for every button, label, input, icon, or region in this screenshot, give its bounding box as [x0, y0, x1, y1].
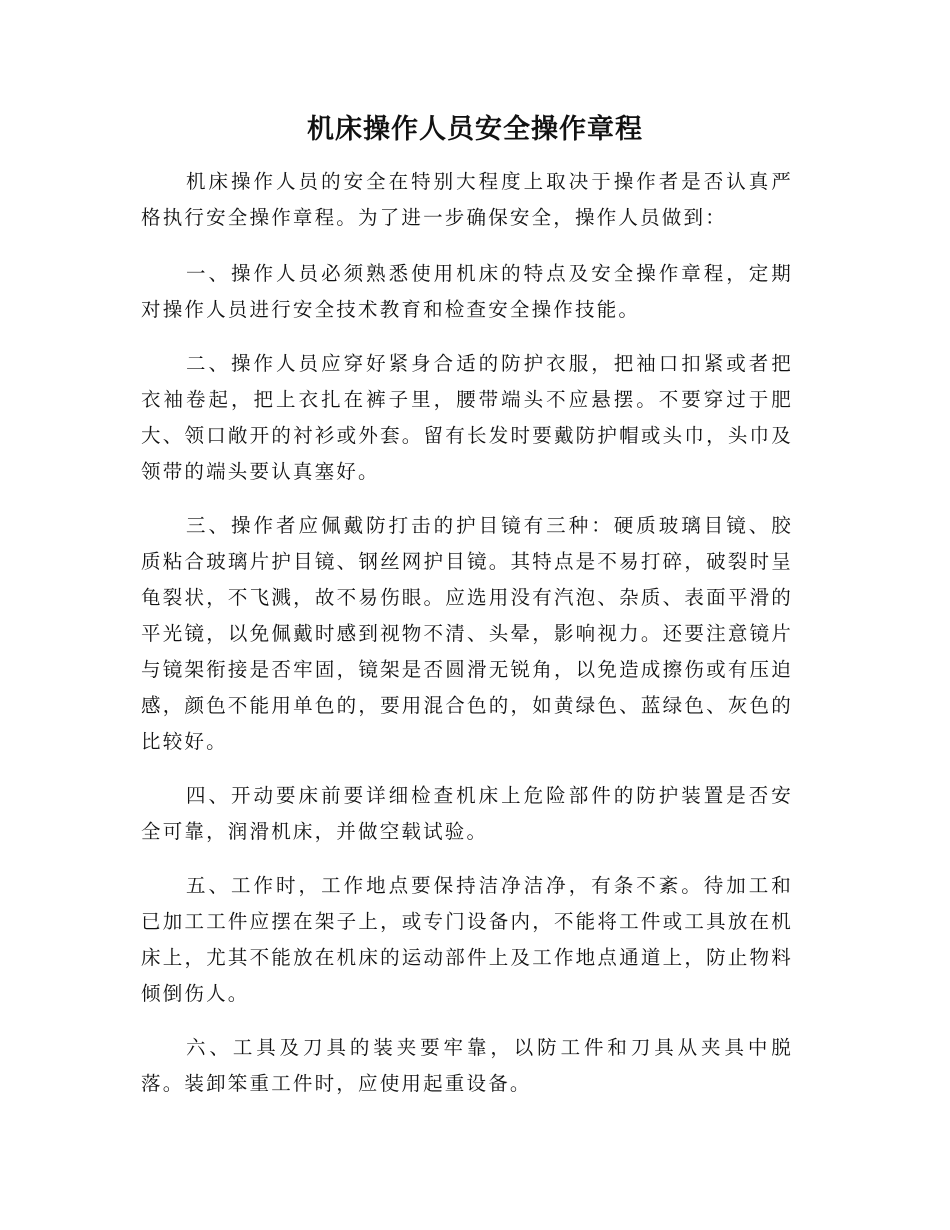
- rule-paragraph-2: 二、操作人员应穿好紧身合适的防护衣服，把袖口扣紧或者把衣袖卷起，把上衣扎在裤子里，腰带端头不应悬摆。不要穿过于肥大、领口敞开的衬衫或外套。留有长发时要戴防护帽或头巾，头巾及领带的端头要认真塞好。: [141, 352, 793, 483]
- rule-paragraph-1: 一、操作人员必须熟悉使用机床的特点及安全操作章程，定期对操作人员进行安全技术教育和检查安全操作技能。: [141, 262, 793, 321]
- rule-paragraph-4: 四、开动要床前要详细检查机床上危险部件的防护装置是否安全可靠，润滑机床，并做空载试验。: [141, 784, 793, 843]
- rule-paragraph-6: 六、工具及刀具的装夹要牢靠，以防工件和刀具从夹具中脱落。装卸笨重工件时，应使用起重设备。: [141, 1036, 793, 1095]
- document-body: [141, 164, 793, 1120]
- document-title: 机床操作人员安全操作章程: [307, 114, 643, 145]
- rule-paragraph-3: 三、操作者应佩戴防打击的护目镜有三种：硬质玻璃目镜、胶质粘合玻璃片护目镜、钢丝网护目镜。其特点是不易打碎，破裂时呈龟裂状，不飞溅，故不易伤眼。应选用没有汽泡、杂质、表面平滑的平光镜，以免佩戴时感到视物不清、头晕，影响视力。还要注意镜片与镜架衔接是否牢固，镜架是否圆滑无锐角，以免造成擦伤或有压迫感，颜色不能用单色的，要用混合色的，如黄绿色、蓝绿色、灰色的比较好。: [141, 514, 793, 753]
- intro-paragraph: 机床操作人员的安全在特别大程度上取决于操作者是否认真严格执行安全操作章程。为了进一步确保安全，操作人员做到：: [141, 170, 793, 229]
- rule-paragraph-5: 五、工作时，工作地点要保持洁净洁净，有条不紊。待加工和已加工工件应摆在架子上，或专门设备内，不能将工件或工具放在机床上，尤其不能放在机床的运动部件上及工作地点通道上，防止物料倾倒伤人。: [141, 874, 793, 1005]
